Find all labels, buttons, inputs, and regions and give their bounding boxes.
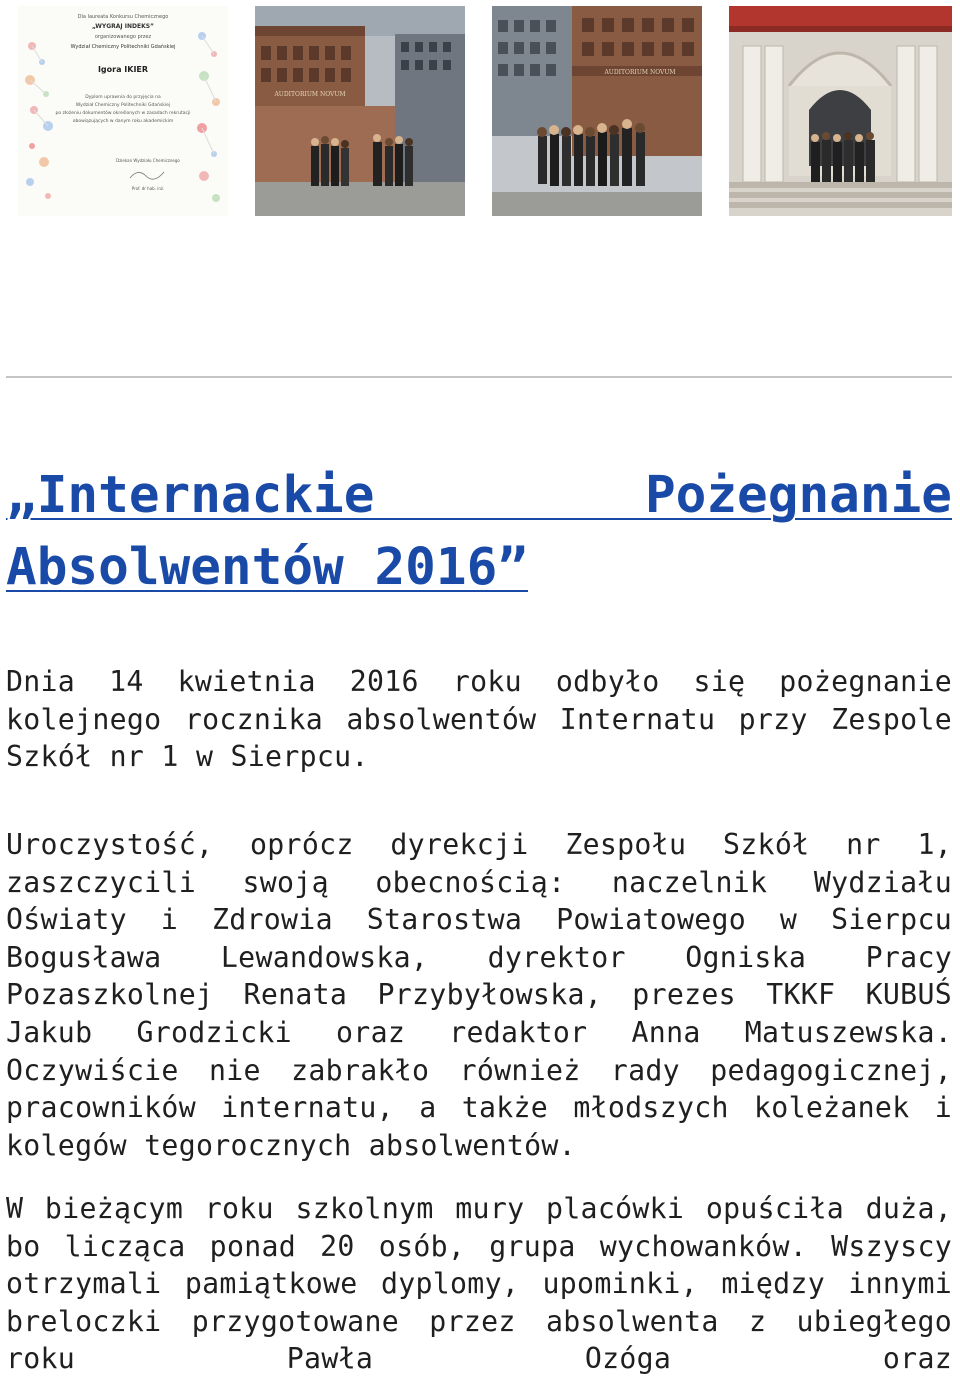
diploma-header-4: Wydział Chemiczny Politechniki Gdańskiej — [70, 44, 176, 50]
building-sign-1: AUDITORIUM NOVUM — [274, 91, 346, 98]
building-sign-2: AUDITORIUM NOVUM — [604, 69, 676, 76]
photo-gallery — [18, 6, 952, 216]
group-photo-entrance[interactable] — [729, 6, 952, 216]
diploma-header-2: „WYGRAJ INDEKS” — [91, 23, 155, 30]
entrance-photo — [729, 6, 952, 216]
diploma-header-3: organizowanego przez — [94, 34, 152, 40]
article-title — [6, 460, 952, 604]
diploma-header-1: Dla laureata Konkursu Chemicznego — [77, 14, 169, 20]
diploma-signature-name: Prof. dr hab. inż. — [131, 186, 165, 191]
diploma-body-4: obowiązujących w danym roku akademickim — [72, 119, 174, 124]
group-photo-building-2[interactable] — [492, 6, 702, 216]
building-photo-1 — [255, 6, 465, 216]
people-group — [537, 119, 645, 186]
diploma-image — [18, 6, 228, 216]
diploma-body-2: Wydział Chemiczny Politechniki Gdańskiej — [75, 103, 171, 108]
diploma-body-1: Dyplom uprawnia do przyjęcia na — [85, 95, 161, 100]
article-paragraph-1: Dnia 14 kwietnia 2016 roku odbyło się pożegnanie kolejnego rocznika absolwentów Internatu przy Zespole Szkół nr 1 w Sierpcu. — [6, 665, 952, 774]
diploma-recipient: Igora IKIER — [97, 65, 149, 74]
diploma-photo[interactable] — [18, 6, 228, 216]
article-title-link[interactable]: „Internackie Pożegnanie Absolwentów 2016” — [6, 466, 952, 597]
article-paragraph-2: Uroczystość, oprócz dyrekcji Zespołu Szkół nr 1, zaszczycili swoją obecnością: naczelnik Wydziału Oświaty i Zdrowia Starostwa Powiatowego w Sierpcu Bogusława Lewandowska, dyrektor Ogniska Pracy Pozaszkolnej Renata Przybyłowska, prezes TKKF KUBUŚ Jakub Grodzicki oraz redaktor Anna Matuszewska. Oczywiście nie zabrakło również rady pedagogicznej, pracowników internatu, a także młodszych koleżanek i kolegów tegorocznych absolwentów. — [6, 828, 952, 1162]
diploma-body-3: po złożeniu dokumentów określonych w zasadach rekrutacji — [55, 111, 191, 116]
building-photo-2 — [492, 6, 702, 216]
group-photo-building-1[interactable] — [255, 6, 465, 216]
article-paragraph-3: W bieżącym roku szkolnym mury placówki opuściła duża, bo licząca ponad 20 osób, grupa wychowanków. Wszyscy otrzymali pamiątkowe dyplomy, upominki, między innymi breloczki przygotowane przez absolwenta z ubiegłego roku Pawła Ozóga oraz — [6, 1192, 952, 1376]
diploma-signature-title: Dziekan Wydziału Chemicznego — [116, 158, 180, 163]
section-divider — [6, 376, 952, 378]
